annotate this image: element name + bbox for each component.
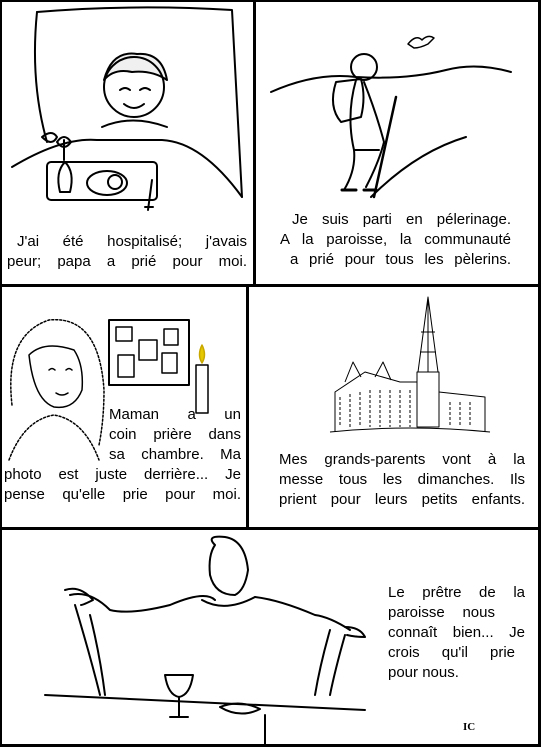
caption-line: sa chambre. Ma — [109, 446, 241, 463]
pilgrim-illustration — [256, 2, 538, 207]
caption-line: Le prêtre de la — [388, 584, 525, 601]
caption-line: Mes grands-parents vont à la — [279, 451, 525, 468]
priest-robe — [70, 594, 350, 630]
caption-line: photo est juste derrière... Je — [4, 466, 241, 483]
candle-flame — [200, 345, 205, 363]
caption-line: paroisse nous — [388, 604, 495, 621]
chalice — [165, 675, 193, 717]
priest-caption — [388, 583, 525, 683]
frame-divider-1 — [0, 284, 541, 287]
priest-illustration — [30, 535, 370, 745]
caption-line: A la paroisse, la communauté — [280, 231, 511, 248]
grandparents-caption — [279, 450, 525, 510]
backpack — [333, 79, 364, 122]
caption-line: Maman a un — [109, 406, 241, 423]
priest-collar — [202, 597, 255, 606]
bed-headboard — [37, 7, 242, 197]
pilgrimage-caption — [280, 210, 511, 270]
caption-line: Je suis parti en pélerinage. — [292, 211, 511, 228]
hiker-head — [351, 54, 377, 80]
caption-line: messe tous les dimanches. Ils — [279, 471, 525, 488]
caption-line: connaît bien... Je — [388, 624, 525, 641]
prayer-corner-caption — [4, 405, 241, 505]
caption-line: J'ai été hospitalisé; j'avais — [17, 233, 247, 250]
caption-line: pense qu'elle prie pour moi. — [4, 486, 241, 503]
dove-icon — [408, 36, 434, 48]
caption-line: peur; papa a prié pour moi. — [7, 253, 247, 270]
church-illustration — [325, 292, 495, 442]
frame-divider-2 — [0, 527, 541, 530]
caption-line: crois qu'il prie — [388, 644, 515, 661]
priest-head — [210, 537, 248, 595]
vase-flower — [57, 137, 72, 192]
mother-face — [29, 346, 82, 407]
frame-mid-middle — [246, 285, 249, 529]
hill-line — [271, 66, 511, 92]
caption-line: a prié pour tous les pèlerins. — [290, 251, 511, 268]
altar-edge — [45, 695, 365, 710]
artist-signature: IC — [463, 721, 476, 733]
caption-line: prient pour leurs petits enfants. — [279, 491, 525, 508]
fork — [145, 180, 153, 210]
caption-line: pour nous. — [388, 664, 459, 681]
caption-line: coin prière dans — [109, 426, 241, 443]
priest-left-arm — [65, 589, 93, 605]
hospital-illustration — [2, 2, 253, 227]
walking-stick — [374, 97, 396, 197]
hospital-caption — [7, 232, 247, 272]
pillow — [35, 12, 47, 142]
